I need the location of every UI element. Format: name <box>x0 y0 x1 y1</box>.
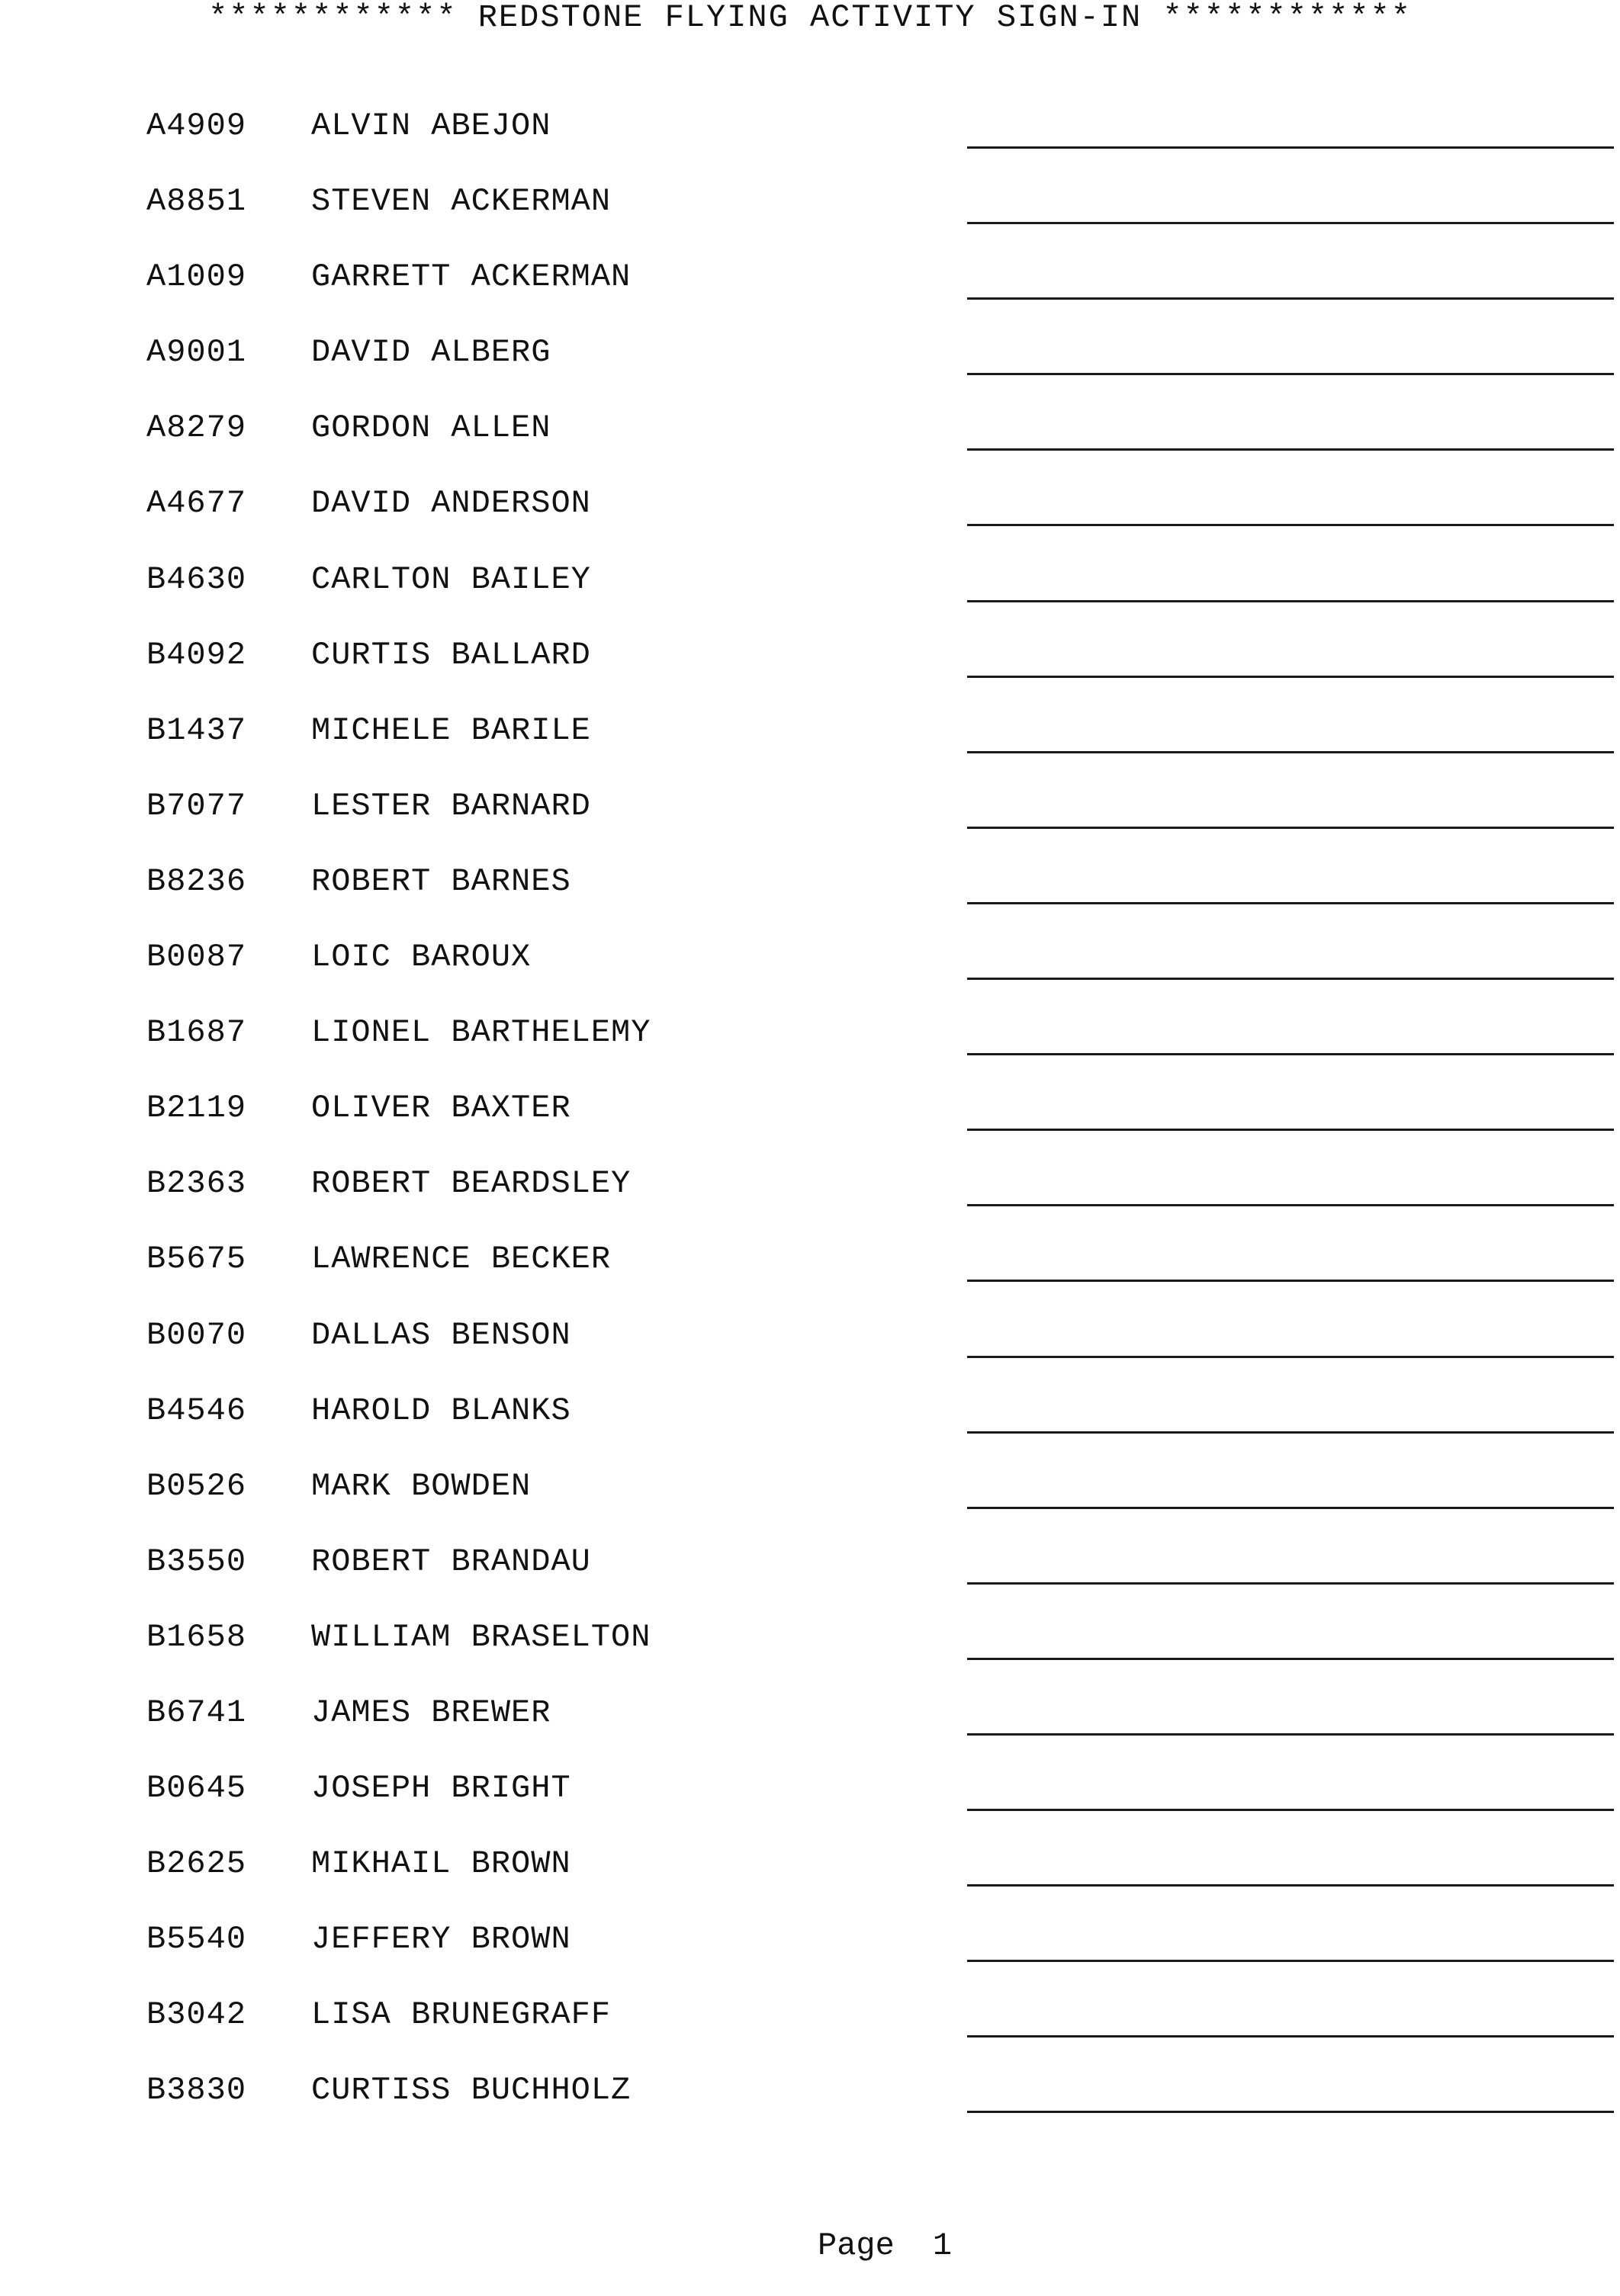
roster-row <box>0 1240 1620 1315</box>
signature-line <box>967 524 1614 526</box>
member-name: DAVID ANDERSON <box>311 485 591 522</box>
member-id: B3830 <box>146 2072 247 2109</box>
signature-line <box>967 1280 1614 1282</box>
roster-row <box>0 938 1620 1013</box>
member-name: CURTIS BALLARD <box>311 636 591 673</box>
member-id: A8279 <box>146 409 247 447</box>
signature-line <box>967 373 1614 375</box>
signature-line <box>967 297 1614 300</box>
member-name: LAWRENCE BECKER <box>311 1241 612 1278</box>
roster-row <box>0 1769 1620 1845</box>
signature-line <box>967 448 1614 451</box>
signature-line <box>967 1960 1614 1962</box>
signature-line <box>967 978 1614 980</box>
member-id: B7077 <box>146 787 247 824</box>
member-name: GORDON ALLEN <box>311 409 551 447</box>
member-name: MIKHAIL BROWN <box>311 1845 571 1883</box>
page-label: Page <box>818 2227 895 2264</box>
roster-row <box>0 1694 1620 1769</box>
roster-row <box>0 409 1620 484</box>
member-name: LOIC BAROUX <box>311 939 532 976</box>
signature-line <box>967 146 1614 149</box>
signature-line <box>967 1053 1614 1055</box>
member-id: B5675 <box>146 1241 247 1278</box>
roster-row <box>0 484 1620 560</box>
signature-line <box>967 1582 1614 1585</box>
member-name: ROBERT BARNES <box>311 862 571 900</box>
member-name: MICHELE BARILE <box>311 711 591 749</box>
member-id: B1437 <box>146 711 247 749</box>
member-id: B5540 <box>146 1921 247 1958</box>
signature-line <box>967 827 1614 829</box>
page-footer <box>818 2227 952 2265</box>
signature-line <box>967 676 1614 678</box>
roster-row <box>0 1392 1620 1467</box>
roster-row <box>0 1543 1620 1618</box>
sign-in-roster <box>0 107 1620 2147</box>
member-id: A8851 <box>146 183 247 220</box>
member-id: B1687 <box>146 1014 247 1052</box>
member-name: WILLIAM BRASELTON <box>311 1618 651 1655</box>
roster-row <box>0 1316 1620 1392</box>
member-id: A4909 <box>146 108 247 144</box>
member-name: LESTER BARNARD <box>311 787 591 824</box>
signature-line <box>967 1658 1614 1660</box>
member-name: OLIVER BAXTER <box>311 1090 571 1127</box>
member-name: MARK BOWDEN <box>311 1467 532 1504</box>
signature-line <box>967 222 1614 224</box>
roster-row <box>0 1920 1620 1996</box>
roster-row <box>0 862 1620 938</box>
member-id: B2119 <box>146 1090 247 1127</box>
member-id: B4630 <box>146 560 247 598</box>
member-id: B6741 <box>146 1694 247 1731</box>
member-name: ROBERT BRANDAU <box>311 1543 591 1580</box>
roster-row <box>0 1996 1620 2071</box>
member-id: B4546 <box>146 1392 247 1429</box>
member-id: B3042 <box>146 1996 247 2034</box>
roster-row <box>0 1467 1620 1543</box>
signature-line <box>967 600 1614 602</box>
member-name: ROBERT BEARDSLEY <box>311 1165 632 1203</box>
signature-line <box>967 1507 1614 1509</box>
member-id: B0087 <box>146 939 247 976</box>
roster-row <box>0 1618 1620 1694</box>
member-name: DALLAS BENSON <box>311 1316 571 1354</box>
page-title: ************ REDSTONE FLYING ACTIVITY SIGN-IN ************ <box>208 0 1412 36</box>
roster-row <box>0 1164 1620 1240</box>
page-number: 1 <box>932 2227 953 2264</box>
roster-row <box>0 560 1620 636</box>
signature-line <box>967 1809 1614 1811</box>
signature-line <box>967 1204 1614 1206</box>
member-name: CARLTON BAILEY <box>311 560 591 598</box>
member-id: B0070 <box>146 1316 247 1354</box>
member-id: A1009 <box>146 259 247 296</box>
roster-row <box>0 636 1620 711</box>
signature-line <box>967 1884 1614 1887</box>
signature-line <box>967 2111 1614 2113</box>
roster-row <box>0 258 1620 333</box>
member-name: JEFFERY BROWN <box>311 1921 571 1958</box>
signature-line <box>967 751 1614 753</box>
member-name: LISA BRUNEGRAFF <box>311 1996 612 2034</box>
signature-line <box>967 1733 1614 1736</box>
roster-row <box>0 1013 1620 1089</box>
roster-row <box>0 787 1620 862</box>
member-name: STEVEN ACKERMAN <box>311 183 612 220</box>
signature-line <box>967 2035 1614 2037</box>
signature-line <box>967 902 1614 904</box>
signature-line <box>967 1431 1614 1434</box>
member-name: CURTISS BUCHHOLZ <box>311 2072 632 2109</box>
member-id: B2363 <box>146 1165 247 1203</box>
roster-row <box>0 1089 1620 1164</box>
member-id: B0645 <box>146 1770 247 1807</box>
member-id: B2625 <box>146 1845 247 1883</box>
member-name: JAMES BREWER <box>311 1694 551 1731</box>
signature-line <box>967 1129 1614 1131</box>
member-name: HAROLD BLANKS <box>311 1392 571 1429</box>
roster-row <box>0 182 1620 258</box>
member-name: LIONEL BARTHELEMY <box>311 1014 651 1052</box>
roster-row <box>0 711 1620 787</box>
member-id: B8236 <box>146 862 247 900</box>
member-name: ALVIN ABEJON <box>311 108 551 144</box>
member-id: B0526 <box>146 1467 247 1504</box>
member-id: B4092 <box>146 636 247 673</box>
roster-row <box>0 2071 1620 2147</box>
roster-row <box>0 107 1620 182</box>
member-name: GARRETT ACKERMAN <box>311 259 632 296</box>
member-name: DAVID ALBERG <box>311 334 551 371</box>
member-name: JOSEPH BRIGHT <box>311 1770 571 1807</box>
member-id: A9001 <box>146 334 247 371</box>
member-id: B3550 <box>146 1543 247 1580</box>
roster-row <box>0 333 1620 409</box>
roster-row <box>0 1845 1620 1920</box>
member-id: A4677 <box>146 485 247 522</box>
signature-line <box>967 1356 1614 1358</box>
member-id: B1658 <box>146 1618 247 1655</box>
